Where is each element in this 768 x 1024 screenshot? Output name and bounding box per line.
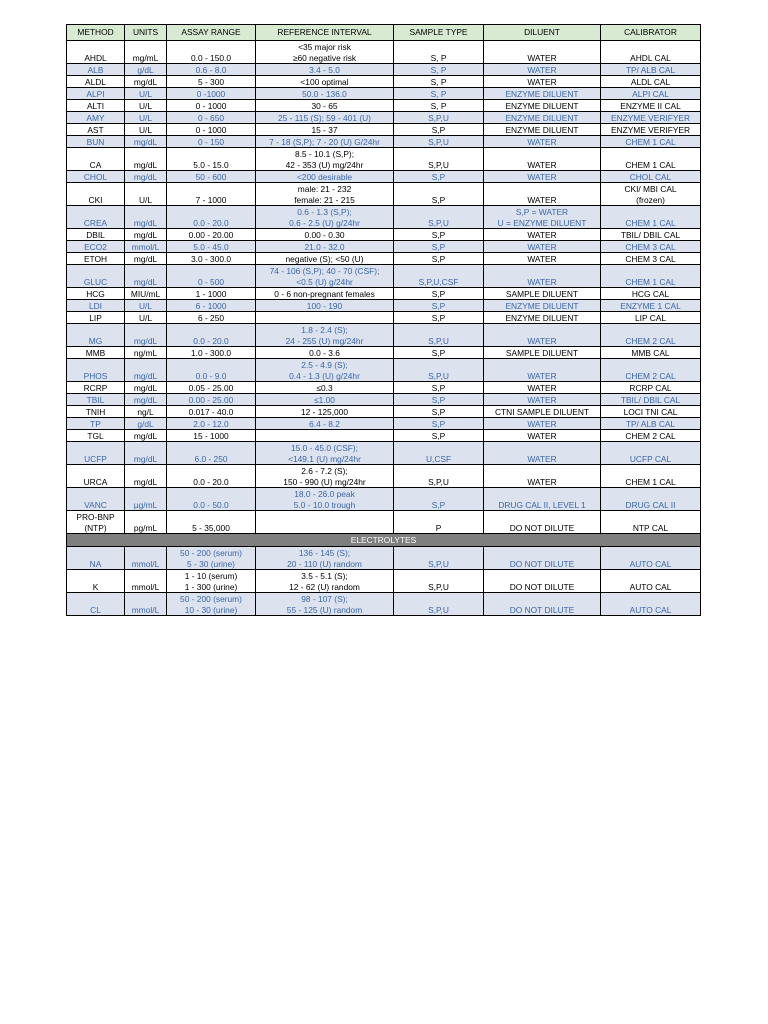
calibrator-cell: CHEM 2 CAL <box>601 430 701 442</box>
table-row <box>67 465 701 488</box>
header-units: UNITS <box>125 25 167 41</box>
diluent-cell: WATER <box>484 183 601 206</box>
sample-type-cell: S,P <box>394 300 484 312</box>
table-row <box>67 394 701 406</box>
sample-type-cell: S,P <box>394 418 484 430</box>
assay-range-cell: 5.0 - 15.0 <box>167 148 256 171</box>
table-row <box>67 183 701 206</box>
calibrator-cell: CKI/ MBI CAL (frozen) <box>601 183 701 206</box>
reference-interval-cell: 18.0 - 26.0 peak 5.0 - 10.0 trough <box>256 488 394 511</box>
reference-interval-cell: 0 - 6 non-pregnant females <box>256 288 394 300</box>
table-row <box>67 547 701 570</box>
reference-interval-cell: 21.0 - 32.0 <box>256 241 394 253</box>
reference-interval-cell: negative (S); <50 (U) <box>256 253 394 265</box>
reference-interval-cell: 50.0 - 136.0 <box>256 88 394 100</box>
sample-type-cell: S,P <box>394 394 484 406</box>
calibrator-cell: UCFP CAL <box>601 442 701 465</box>
diluent-cell: WATER <box>484 41 601 64</box>
table-row <box>67 265 701 288</box>
sample-type-cell: S,P <box>394 382 484 394</box>
table-row <box>67 359 701 382</box>
units-cell: mg/dL <box>125 430 167 442</box>
calibrator-cell: HCG CAL <box>601 288 701 300</box>
calibrator-cell: CHEM 2 CAL <box>601 359 701 382</box>
method-cell: URCA <box>67 465 125 488</box>
reference-interval-cell <box>256 511 394 534</box>
assay-range-cell: 0 -1000 <box>167 88 256 100</box>
sample-type-cell: S, P <box>394 100 484 112</box>
table-row <box>67 418 701 430</box>
method-cell: AMY <box>67 112 125 124</box>
table-row <box>67 76 701 88</box>
method-cell: BUN <box>67 136 125 148</box>
sample-type-cell: S,P,U <box>394 465 484 488</box>
table-row <box>67 593 701 616</box>
reference-interval-cell: 1.8 - 2.4 (S); 24 - 255 (U) mg/24hr <box>256 324 394 347</box>
reference-interval-cell: 0.0 - 3.6 <box>256 347 394 359</box>
diluent-cell: DO NOT DILUTE <box>484 593 601 616</box>
units-cell: mg/dL <box>125 442 167 465</box>
sample-type-cell: S,P,U <box>394 136 484 148</box>
assay-range-cell: 0.6 - 8.0 <box>167 64 256 76</box>
calibrator-cell: CHEM 1 CAL <box>601 136 701 148</box>
method-cell: AST <box>67 124 125 136</box>
assay-range-cell: 0.0 - 9.0 <box>167 359 256 382</box>
table-row <box>67 241 701 253</box>
assay-range-cell: 5.0 - 45.0 <box>167 241 256 253</box>
calibrator-cell: ALDL CAL <box>601 76 701 88</box>
assay-range-cell: 0.0 - 20.0 <box>167 465 256 488</box>
reference-interval-cell: 15 - 37 <box>256 124 394 136</box>
units-cell: U/L <box>125 100 167 112</box>
assay-reference-table <box>66 24 701 616</box>
units-cell: U/L <box>125 300 167 312</box>
diluent-cell: SAMPLE DILUENT <box>484 288 601 300</box>
method-cell: TP <box>67 418 125 430</box>
table-row <box>67 148 701 171</box>
section-row <box>67 534 701 547</box>
calibrator-cell: CHEM 1 CAL <box>601 465 701 488</box>
method-cell: LDI <box>67 300 125 312</box>
units-cell: µg/mL <box>125 488 167 511</box>
table-body <box>67 41 701 616</box>
table-row <box>67 112 701 124</box>
method-cell: RCRP <box>67 382 125 394</box>
assay-range-cell: 15 - 1000 <box>167 430 256 442</box>
diluent-cell: WATER <box>484 171 601 183</box>
sample-type-cell: S,P <box>394 171 484 183</box>
diluent-cell: ENZYME DILUENT <box>484 312 601 324</box>
units-cell: mg/dL <box>125 359 167 382</box>
method-cell: NA <box>67 547 125 570</box>
calibrator-cell: LOCI TNI CAL <box>601 406 701 418</box>
reference-interval-cell: 30 - 65 <box>256 100 394 112</box>
sample-type-cell: S,P <box>394 488 484 511</box>
assay-range-cell: 0.00 - 20.00 <box>167 229 256 241</box>
sample-type-cell: S,P <box>394 312 484 324</box>
assay-range-cell: 0.05 - 25.00 <box>167 382 256 394</box>
method-cell: ALPI <box>67 88 125 100</box>
reference-interval-cell: 74 - 106 (S,P); 40 - 70 (CSF); <0.5 (U) g/24hr <box>256 265 394 288</box>
units-cell: mg/dL <box>125 253 167 265</box>
calibrator-cell: CHEM 3 CAL <box>601 253 701 265</box>
units-cell: mg/dL <box>125 76 167 88</box>
calibrator-cell: CHEM 2 CAL <box>601 324 701 347</box>
method-cell: VANC <box>67 488 125 511</box>
calibrator-cell: LIP CAL <box>601 312 701 324</box>
reference-interval-cell: 25 - 115 (S); 59 - 401 (U) <box>256 112 394 124</box>
diluent-cell: WATER <box>484 394 601 406</box>
table-row <box>67 124 701 136</box>
method-cell: CKI <box>67 183 125 206</box>
units-cell: mg/dL <box>125 382 167 394</box>
sample-type-cell: S,P <box>394 430 484 442</box>
diluent-cell: WATER <box>484 253 601 265</box>
units-cell: mg/dL <box>125 148 167 171</box>
sample-type-cell: S, P <box>394 76 484 88</box>
sample-type-cell: P <box>394 511 484 534</box>
assay-range-cell: 3.0 - 300.0 <box>167 253 256 265</box>
reference-interval-cell: <200 desirable <box>256 171 394 183</box>
units-cell: MIU/mL <box>125 288 167 300</box>
diluent-cell: WATER <box>484 64 601 76</box>
method-cell: K <box>67 570 125 593</box>
table-row <box>67 382 701 394</box>
reference-interval-cell: 98 - 107 (S); 55 - 125 (U) random <box>256 593 394 616</box>
reference-interval-cell: <35 major risk ≥60 negative risk <box>256 41 394 64</box>
table-row <box>67 312 701 324</box>
assay-range-cell: 6.0 - 250 <box>167 442 256 465</box>
units-cell: mg/dL <box>125 136 167 148</box>
method-cell: HCG <box>67 288 125 300</box>
header-calibrator: CALIBRATOR <box>601 25 701 41</box>
table-row <box>67 41 701 64</box>
assay-range-cell: 0.00 - 25.00 <box>167 394 256 406</box>
table-row <box>67 570 701 593</box>
header-row <box>67 25 701 41</box>
diluent-cell: WATER <box>484 241 601 253</box>
calibrator-cell: ENZYME VERIFYER <box>601 124 701 136</box>
reference-interval-cell: 0.00 - 0.30 <box>256 229 394 241</box>
calibrator-cell: ENZYME II CAL <box>601 100 701 112</box>
sample-type-cell: S,P,U <box>394 359 484 382</box>
table-row <box>67 300 701 312</box>
calibrator-cell: CHEM 3 CAL <box>601 241 701 253</box>
reference-interval-cell: 100 - 190 <box>256 300 394 312</box>
calibrator-cell: DRUG CAL II <box>601 488 701 511</box>
units-cell: mg/dL <box>125 394 167 406</box>
table-row <box>67 229 701 241</box>
diluent-cell: DO NOT DILUTE <box>484 511 601 534</box>
units-cell: mmol/L <box>125 547 167 570</box>
method-cell: CREA <box>67 206 125 229</box>
units-cell: mg/dL <box>125 324 167 347</box>
units-cell: mmol/L <box>125 241 167 253</box>
reference-interval-cell: 12 - 125,000 <box>256 406 394 418</box>
sample-type-cell: S,P,U <box>394 570 484 593</box>
reference-interval-cell: 2.5 - 4.9 (S); 0.4 - 1.3 (U) g/24hr <box>256 359 394 382</box>
sample-type-cell: S,P <box>394 406 484 418</box>
method-cell: CL <box>67 593 125 616</box>
method-cell: ALTI <box>67 100 125 112</box>
sample-type-cell: U,CSF <box>394 442 484 465</box>
table-row <box>67 206 701 229</box>
sample-type-cell: S,P,U <box>394 593 484 616</box>
diluent-cell: WATER <box>484 229 601 241</box>
reference-interval-cell: 8.5 - 10.1 (S,P); 42 - 353 (U) mg/24hr <box>256 148 394 171</box>
calibrator-cell: ENZYME 1 CAL <box>601 300 701 312</box>
units-cell: mg/dL <box>125 465 167 488</box>
assay-range-cell: 1 - 1000 <box>167 288 256 300</box>
diluent-cell: DO NOT DILUTE <box>484 570 601 593</box>
diluent-cell: ENZYME DILUENT <box>484 100 601 112</box>
table-row <box>67 488 701 511</box>
table-row <box>67 288 701 300</box>
diluent-cell: DO NOT DILUTE <box>484 547 601 570</box>
method-cell: TBIL <box>67 394 125 406</box>
diluent-cell: SAMPLE DILUENT <box>484 347 601 359</box>
table-row <box>67 100 701 112</box>
reference-interval-cell: 3.5 - 5.1 (S); 12 - 62 (U) random <box>256 570 394 593</box>
assay-range-cell: 5 - 300 <box>167 76 256 88</box>
diluent-cell: WATER <box>484 465 601 488</box>
units-cell: mg/dL <box>125 229 167 241</box>
reference-interval-cell: ≤0.3 <box>256 382 394 394</box>
diluent-cell: WATER <box>484 136 601 148</box>
sample-type-cell: S,P <box>394 124 484 136</box>
diluent-cell: WATER <box>484 430 601 442</box>
reference-interval-cell <box>256 430 394 442</box>
method-cell: LIP <box>67 312 125 324</box>
reference-interval-cell: 3.4 - 5.0 <box>256 64 394 76</box>
assay-range-cell: 50 - 200 (serum) 5 - 30 (urine) <box>167 547 256 570</box>
table-row <box>67 64 701 76</box>
units-cell: mg/dL <box>125 265 167 288</box>
header-diluent: DILUENT <box>484 25 601 41</box>
assay-range-cell: 6 - 1000 <box>167 300 256 312</box>
calibrator-cell: AUTO CAL <box>601 570 701 593</box>
assay-range-cell: 0 - 150 <box>167 136 256 148</box>
table-header <box>67 25 701 41</box>
diluent-cell: WATER <box>484 265 601 288</box>
calibrator-cell: AHDL CAL <box>601 41 701 64</box>
diluent-cell: WATER <box>484 442 601 465</box>
diluent-cell: WATER <box>484 418 601 430</box>
table-row <box>67 347 701 359</box>
assay-range-cell: 0.0 - 20.0 <box>167 206 256 229</box>
assay-range-cell: 50 - 200 (serum) 10 - 30 (urine) <box>167 593 256 616</box>
reference-interval-cell: 2.6 - 7.2 (S); 150 - 990 (U) mg/24hr <box>256 465 394 488</box>
assay-range-cell: 1 - 10 (serum) 1 - 300 (urine) <box>167 570 256 593</box>
sample-type-cell: S,P <box>394 241 484 253</box>
assay-range-cell: 7 - 1000 <box>167 183 256 206</box>
reference-interval-cell: 0.6 - 1.3 (S,P); 0.6 - 2.5 (U) g/24hr <box>256 206 394 229</box>
header-assay-range: ASSAY RANGE <box>167 25 256 41</box>
table-row <box>67 430 701 442</box>
assay-range-cell: 0.017 - 40.0 <box>167 406 256 418</box>
method-cell: AHDL <box>67 41 125 64</box>
table-row <box>67 88 701 100</box>
table-row <box>67 324 701 347</box>
reference-interval-cell: 15.0 - 45.0 (CSF); <149.1 (U) mg/24hr <box>256 442 394 465</box>
assay-range-cell: 50 - 600 <box>167 171 256 183</box>
diluent-cell: ENZYME DILUENT <box>484 88 601 100</box>
sample-type-cell: S,P <box>394 288 484 300</box>
reference-interval-cell: 136 - 145 (S); 20 - 110 (U) random <box>256 547 394 570</box>
calibrator-cell: TBIL/ DBIL CAL <box>601 394 701 406</box>
diluent-cell: WATER <box>484 324 601 347</box>
sample-type-cell: S, P <box>394 41 484 64</box>
diluent-cell: CTNI SAMPLE DILUENT <box>484 406 601 418</box>
units-cell: ng/L <box>125 406 167 418</box>
table-row <box>67 442 701 465</box>
diluent-cell: ENZYME DILUENT <box>484 124 601 136</box>
calibrator-cell: MMB CAL <box>601 347 701 359</box>
calibrator-cell: ALPI CAL <box>601 88 701 100</box>
diluent-cell: ENZYME DILUENT <box>484 300 601 312</box>
calibrator-cell: TBIL/ DBIL CAL <box>601 229 701 241</box>
method-cell: TNIH <box>67 406 125 418</box>
diluent-cell: ENZYME DILUENT <box>484 112 601 124</box>
assay-range-cell: 0 - 650 <box>167 112 256 124</box>
header-sample-type: SAMPLE TYPE <box>394 25 484 41</box>
calibrator-cell: AUTO CAL <box>601 593 701 616</box>
units-cell: mg/dL <box>125 206 167 229</box>
sample-type-cell: S,P <box>394 183 484 206</box>
method-cell: MMB <box>67 347 125 359</box>
sample-type-cell: S,P <box>394 229 484 241</box>
sample-type-cell: S,P <box>394 347 484 359</box>
method-cell: ETOH <box>67 253 125 265</box>
calibrator-cell: CHEM 1 CAL <box>601 265 701 288</box>
reference-interval-cell: <100 optimal <box>256 76 394 88</box>
units-cell: U/L <box>125 124 167 136</box>
diluent-cell: WATER <box>484 382 601 394</box>
table-row <box>67 406 701 418</box>
units-cell: pg/mL <box>125 511 167 534</box>
table-row <box>67 136 701 148</box>
calibrator-cell: CHEM 1 CAL <box>601 206 701 229</box>
calibrator-cell: TP/ ALB CAL <box>601 418 701 430</box>
calibrator-cell: CHOL CAL <box>601 171 701 183</box>
section-title: ELECTROLYTES <box>67 534 701 547</box>
diluent-cell: DRUG CAL II, LEVEL 1 <box>484 488 601 511</box>
calibrator-cell: CHEM 1 CAL <box>601 148 701 171</box>
sample-type-cell: S, P <box>394 64 484 76</box>
method-cell: GLUC <box>67 265 125 288</box>
reference-interval-cell: male: 21 - 232 female: 21 - 215 <box>256 183 394 206</box>
calibrator-cell: NTP CAL <box>601 511 701 534</box>
reference-interval-cell: 7 - 18 (S,P); 7 - 20 (U) G/24hr <box>256 136 394 148</box>
calibrator-cell: ENZYME VERIFYER <box>601 112 701 124</box>
method-cell: TGL <box>67 430 125 442</box>
units-cell: ng/mL <box>125 347 167 359</box>
sample-type-cell: S,P,U <box>394 206 484 229</box>
calibrator-cell: AUTO CAL <box>601 547 701 570</box>
assay-range-cell: 0.0 - 50.0 <box>167 488 256 511</box>
assay-range-cell: 0 - 1000 <box>167 100 256 112</box>
units-cell: U/L <box>125 112 167 124</box>
reference-interval-cell: ≤1.00 <box>256 394 394 406</box>
sample-type-cell: S,P,U <box>394 324 484 347</box>
calibrator-cell: TP/ ALB CAL <box>601 64 701 76</box>
assay-range-cell: 6 - 250 <box>167 312 256 324</box>
table-row <box>67 253 701 265</box>
units-cell: U/L <box>125 312 167 324</box>
method-cell: ALDL <box>67 76 125 88</box>
method-cell: UCFP <box>67 442 125 465</box>
sample-type-cell: S, P <box>394 88 484 100</box>
units-cell: mmol/L <box>125 593 167 616</box>
calibrator-cell: RCRP CAL <box>601 382 701 394</box>
header-reference-interval: REFERENCE INTERVAL <box>256 25 394 41</box>
method-cell: DBIL <box>67 229 125 241</box>
method-cell: MG <box>67 324 125 347</box>
diluent-cell: WATER <box>484 148 601 171</box>
sample-type-cell: S,P <box>394 253 484 265</box>
method-cell: ALB <box>67 64 125 76</box>
sample-type-cell: S,P,U <box>394 112 484 124</box>
units-cell: U/L <box>125 88 167 100</box>
units-cell: U/L <box>125 183 167 206</box>
method-cell: PRO-BNP (NTP) <box>67 511 125 534</box>
units-cell: g/dL <box>125 418 167 430</box>
assay-range-cell: 0.0 - 150.0 <box>167 41 256 64</box>
assay-range-cell: 0 - 1000 <box>167 124 256 136</box>
sample-type-cell: S,P,U,CSF <box>394 265 484 288</box>
method-cell: CHOL <box>67 171 125 183</box>
table-row <box>67 511 701 534</box>
sample-type-cell: S,P,U <box>394 547 484 570</box>
reference-interval-cell: 6.4 - 8.2 <box>256 418 394 430</box>
method-cell: ECO2 <box>67 241 125 253</box>
reference-interval-cell <box>256 312 394 324</box>
header-method: METHOD <box>67 25 125 41</box>
assay-range-cell: 0 - 500 <box>167 265 256 288</box>
method-cell: CA <box>67 148 125 171</box>
sample-type-cell: S,P,U <box>394 148 484 171</box>
table-row <box>67 171 701 183</box>
diluent-cell: S,P = WATER U = ENZYME DILUENT <box>484 206 601 229</box>
units-cell: mg/dL <box>125 171 167 183</box>
diluent-cell: WATER <box>484 76 601 88</box>
method-cell: PHOS <box>67 359 125 382</box>
units-cell: mmol/L <box>125 570 167 593</box>
assay-range-cell: 5 - 35,000 <box>167 511 256 534</box>
assay-range-cell: 1.0 - 300.0 <box>167 347 256 359</box>
assay-range-cell: 0.0 - 20.0 <box>167 324 256 347</box>
units-cell: mg/mL <box>125 41 167 64</box>
diluent-cell: WATER <box>484 359 601 382</box>
units-cell: g/dL <box>125 64 167 76</box>
assay-range-cell: 2.0 - 12.0 <box>167 418 256 430</box>
